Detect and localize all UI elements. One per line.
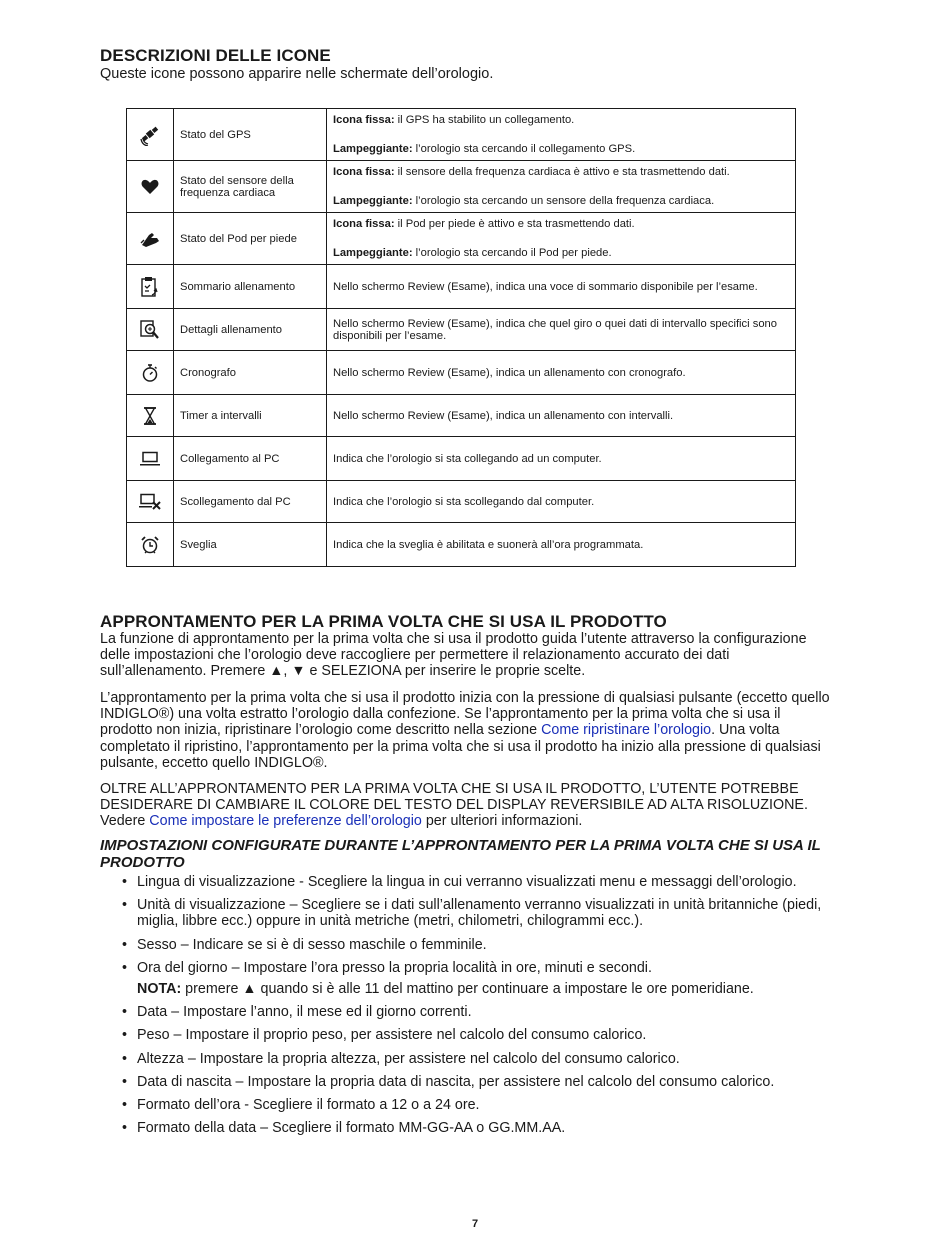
- desc-label: Lampeggiante:: [333, 246, 413, 259]
- laptop-icon: [139, 451, 161, 467]
- icon-name: Stato del GPS: [174, 109, 327, 161]
- list-item: • Unità di visualizzazione – Scegliere se i dati sull’allenamento verranno visualizzati in unità britanniche (piedi, miglia, libbre ecc.) oppure in unità metriche (metri, chilometri, chilogrammi ecc.).: [100, 897, 835, 929]
- heart-icon: [141, 179, 159, 195]
- list-item: • Data – Impostare l’anno, il mese ed il giorno correnti.: [100, 1004, 835, 1020]
- list-item: • Lingua di visualizzazione - Scegliere la lingua in cui verranno visualizzati menu e messaggi dell’orologio.: [100, 874, 835, 890]
- paragraph-text: L’approntamento per la prima volta che si usa il prodotto inizia con la pressione di qualsiasi pulsante (eccetto quello INDIGLO®) una volta estratto l’orologio dalla confezione. Se l’approntamento per la prima volta che si usa il prodotto non inizia, ripristinare l’orologio come descritto nella sezione: [100, 690, 830, 739]
- settings-subtitle: IMPOSTAZIONI CONFIGURATE DURANTE L’APPRONTAMENTO PER LA PRIMA VOLTA CHE SI USA IL PRODOTTO: [100, 837, 821, 871]
- desc-label: Icona fissa:: [333, 113, 395, 126]
- hourglass-icon: [142, 406, 158, 426]
- table-row: [127, 481, 796, 523]
- icon-desc: Indica che l’orologio si sta scollegando dal computer.: [327, 481, 796, 523]
- laptop-disconnect-icon: [138, 493, 162, 511]
- setup-paragraph-3: [100, 781, 835, 830]
- icon-name: Scollegamento dal PC: [174, 481, 327, 523]
- icon-desc: Indica che l’orologio si sta collegando ad un computer.: [327, 437, 796, 481]
- magnifier-details-icon: [139, 319, 161, 341]
- icon-name: Stato del sensore della frequenza cardiaca: [174, 161, 327, 213]
- note-label: NOTA:: [137, 981, 182, 998]
- icon-name: Collegamento al PC: [174, 437, 327, 481]
- icon-name: Sveglia: [174, 523, 327, 567]
- table-row: [127, 351, 796, 395]
- settings-list: [100, 874, 835, 1143]
- icon-desc: Nello schermo Review (Esame), indica un allenamento con cronografo.: [327, 351, 796, 395]
- icon-name: Dettagli allenamento: [174, 309, 327, 351]
- page-number: 7: [471, 1218, 479, 1230]
- desc-label: Lampeggiante:: [333, 142, 413, 155]
- desc-text: il Pod per piede è attivo e sta trasmettendo dati.: [394, 217, 635, 230]
- desc-text: il sensore della frequenza cardiaca è attivo e sta trasmettendo dati.: [394, 165, 730, 178]
- alarm-clock-icon: [140, 535, 160, 555]
- icon-name: Cronografo: [174, 351, 327, 395]
- section-subtitle-icons: Queste icone possono apparire nelle schermate dell’orologio.: [100, 66, 494, 82]
- list-item: • Formato della data – Scegliere il formato MM-GG-AA o GG.MM.AA.: [100, 1120, 835, 1136]
- list-item: • Peso – Impostare il proprio peso, per assistere nel calcolo del consumo calorico.: [100, 1027, 835, 1043]
- icon-name: Timer a intervalli: [174, 395, 327, 437]
- icon-desc: Nello schermo Review (Esame), indica che quel giro o quei dati di intervallo specifici sono disponibili per l’esame.: [327, 309, 796, 351]
- desc-label: Lampeggiante:: [333, 194, 413, 207]
- desc-label: Icona fissa:: [333, 217, 395, 230]
- table-row: [127, 309, 796, 351]
- paragraph-text: OLTRE ALL’APPRONTAMENTO PER LA PRIMA VOLTA CHE SI USA IL PRODOTTO, L’UTENTE POTREBBE DESIDERARE DI CAMBIARE IL COLORE DEL TESTO DEL DISPLAY REVERSIBILE AD ALTA RISOLUZIONE. Vedere: [100, 781, 808, 830]
- note-item: [100, 981, 835, 997]
- desc-label: Icona fissa:: [333, 165, 395, 178]
- list-item: • Sesso – Indicare se si è di sesso maschile o femminile.: [100, 937, 835, 953]
- list-item: • Formato dell’ora - Scegliere il formato a 12 o a 24 ore.: [100, 1097, 835, 1113]
- list-item: • Data di nascita – Impostare la propria data di nascita, per assistere nel calcolo del consumo calorico.: [100, 1074, 835, 1090]
- table-row: [127, 395, 796, 437]
- list-item: • Altezza – Impostare la propria altezza, per assistere nel calcolo del consumo calorico.: [100, 1051, 835, 1067]
- paragraph-text: . Una volta completato il ripristino, l’approntamento per la prima volta che si usa il prodotto ha inizio alla pressione di qualsiasi pulsante, eccetto quello INDIGLO®.: [100, 722, 821, 771]
- desc-text: l’orologio sta cercando il collegamento GPS.: [412, 142, 636, 155]
- reset-watch-link[interactable]: Come ripristinare l’orologio: [541, 722, 712, 739]
- desc-text: l’orologio sta cercando il Pod per piede.: [412, 246, 612, 259]
- icon-name: Sommario allenamento: [174, 265, 327, 309]
- section-title-icons: DESCRIZIONI DELLE ICONE: [100, 46, 331, 65]
- stopwatch-icon: [141, 363, 159, 383]
- table-row: [127, 213, 796, 265]
- icon-table: [126, 108, 796, 567]
- clipboard-summary-icon: [140, 276, 160, 298]
- table-row: [127, 161, 796, 213]
- gps-satellite-icon: [139, 124, 161, 146]
- icon-name: Stato del Pod per piede: [174, 213, 327, 265]
- table-row: [127, 523, 796, 567]
- table-row: [127, 437, 796, 481]
- setup-paragraph-1: La funzione di approntamento per la prima volta che si usa il prodotto guida l’utente attraverso la configurazione delle impostazioni che l’orologio deve raccogliere per permettere il relazionamento accurato dei dati sull’allenamento. Premere ▲, ▼ e SELEZIONA per inserire le proprie scelte.: [100, 631, 807, 680]
- desc-text: il GPS ha stabilito un collegamento.: [394, 113, 575, 126]
- desc-text: l’orologio sta cercando un sensore della frequenza cardiaca.: [412, 194, 715, 207]
- icon-desc: Nello schermo Review (Esame), indica una voce di sommario disponibile per l’esame.: [327, 265, 796, 309]
- section-title-setup: APPRONTAMENTO PER LA PRIMA VOLTA CHE SI USA IL PRODOTTO: [100, 612, 667, 631]
- table-row: [127, 109, 796, 161]
- setup-paragraph-2: [100, 690, 835, 771]
- watch-preferences-link[interactable]: Come impostare le preferenze dell’orologio: [149, 813, 422, 830]
- shoe-icon: [139, 230, 161, 248]
- icon-desc: Nello schermo Review (Esame), indica un allenamento con intervalli.: [327, 395, 796, 437]
- list-item: • Ora del giorno – Impostare l’ora presso la propria località in ore, minuti e secondi.: [100, 960, 835, 976]
- table-row: [127, 265, 796, 309]
- icon-desc: Indica che la sveglia è abilitata e suonerà all’ora programmata.: [327, 523, 796, 567]
- paragraph-text: per ulteriori informazioni.: [421, 813, 583, 830]
- note-text: premere ▲ quando si è alle 11 del mattino per continuare a impostare le ore pomeridiane.: [181, 981, 754, 998]
